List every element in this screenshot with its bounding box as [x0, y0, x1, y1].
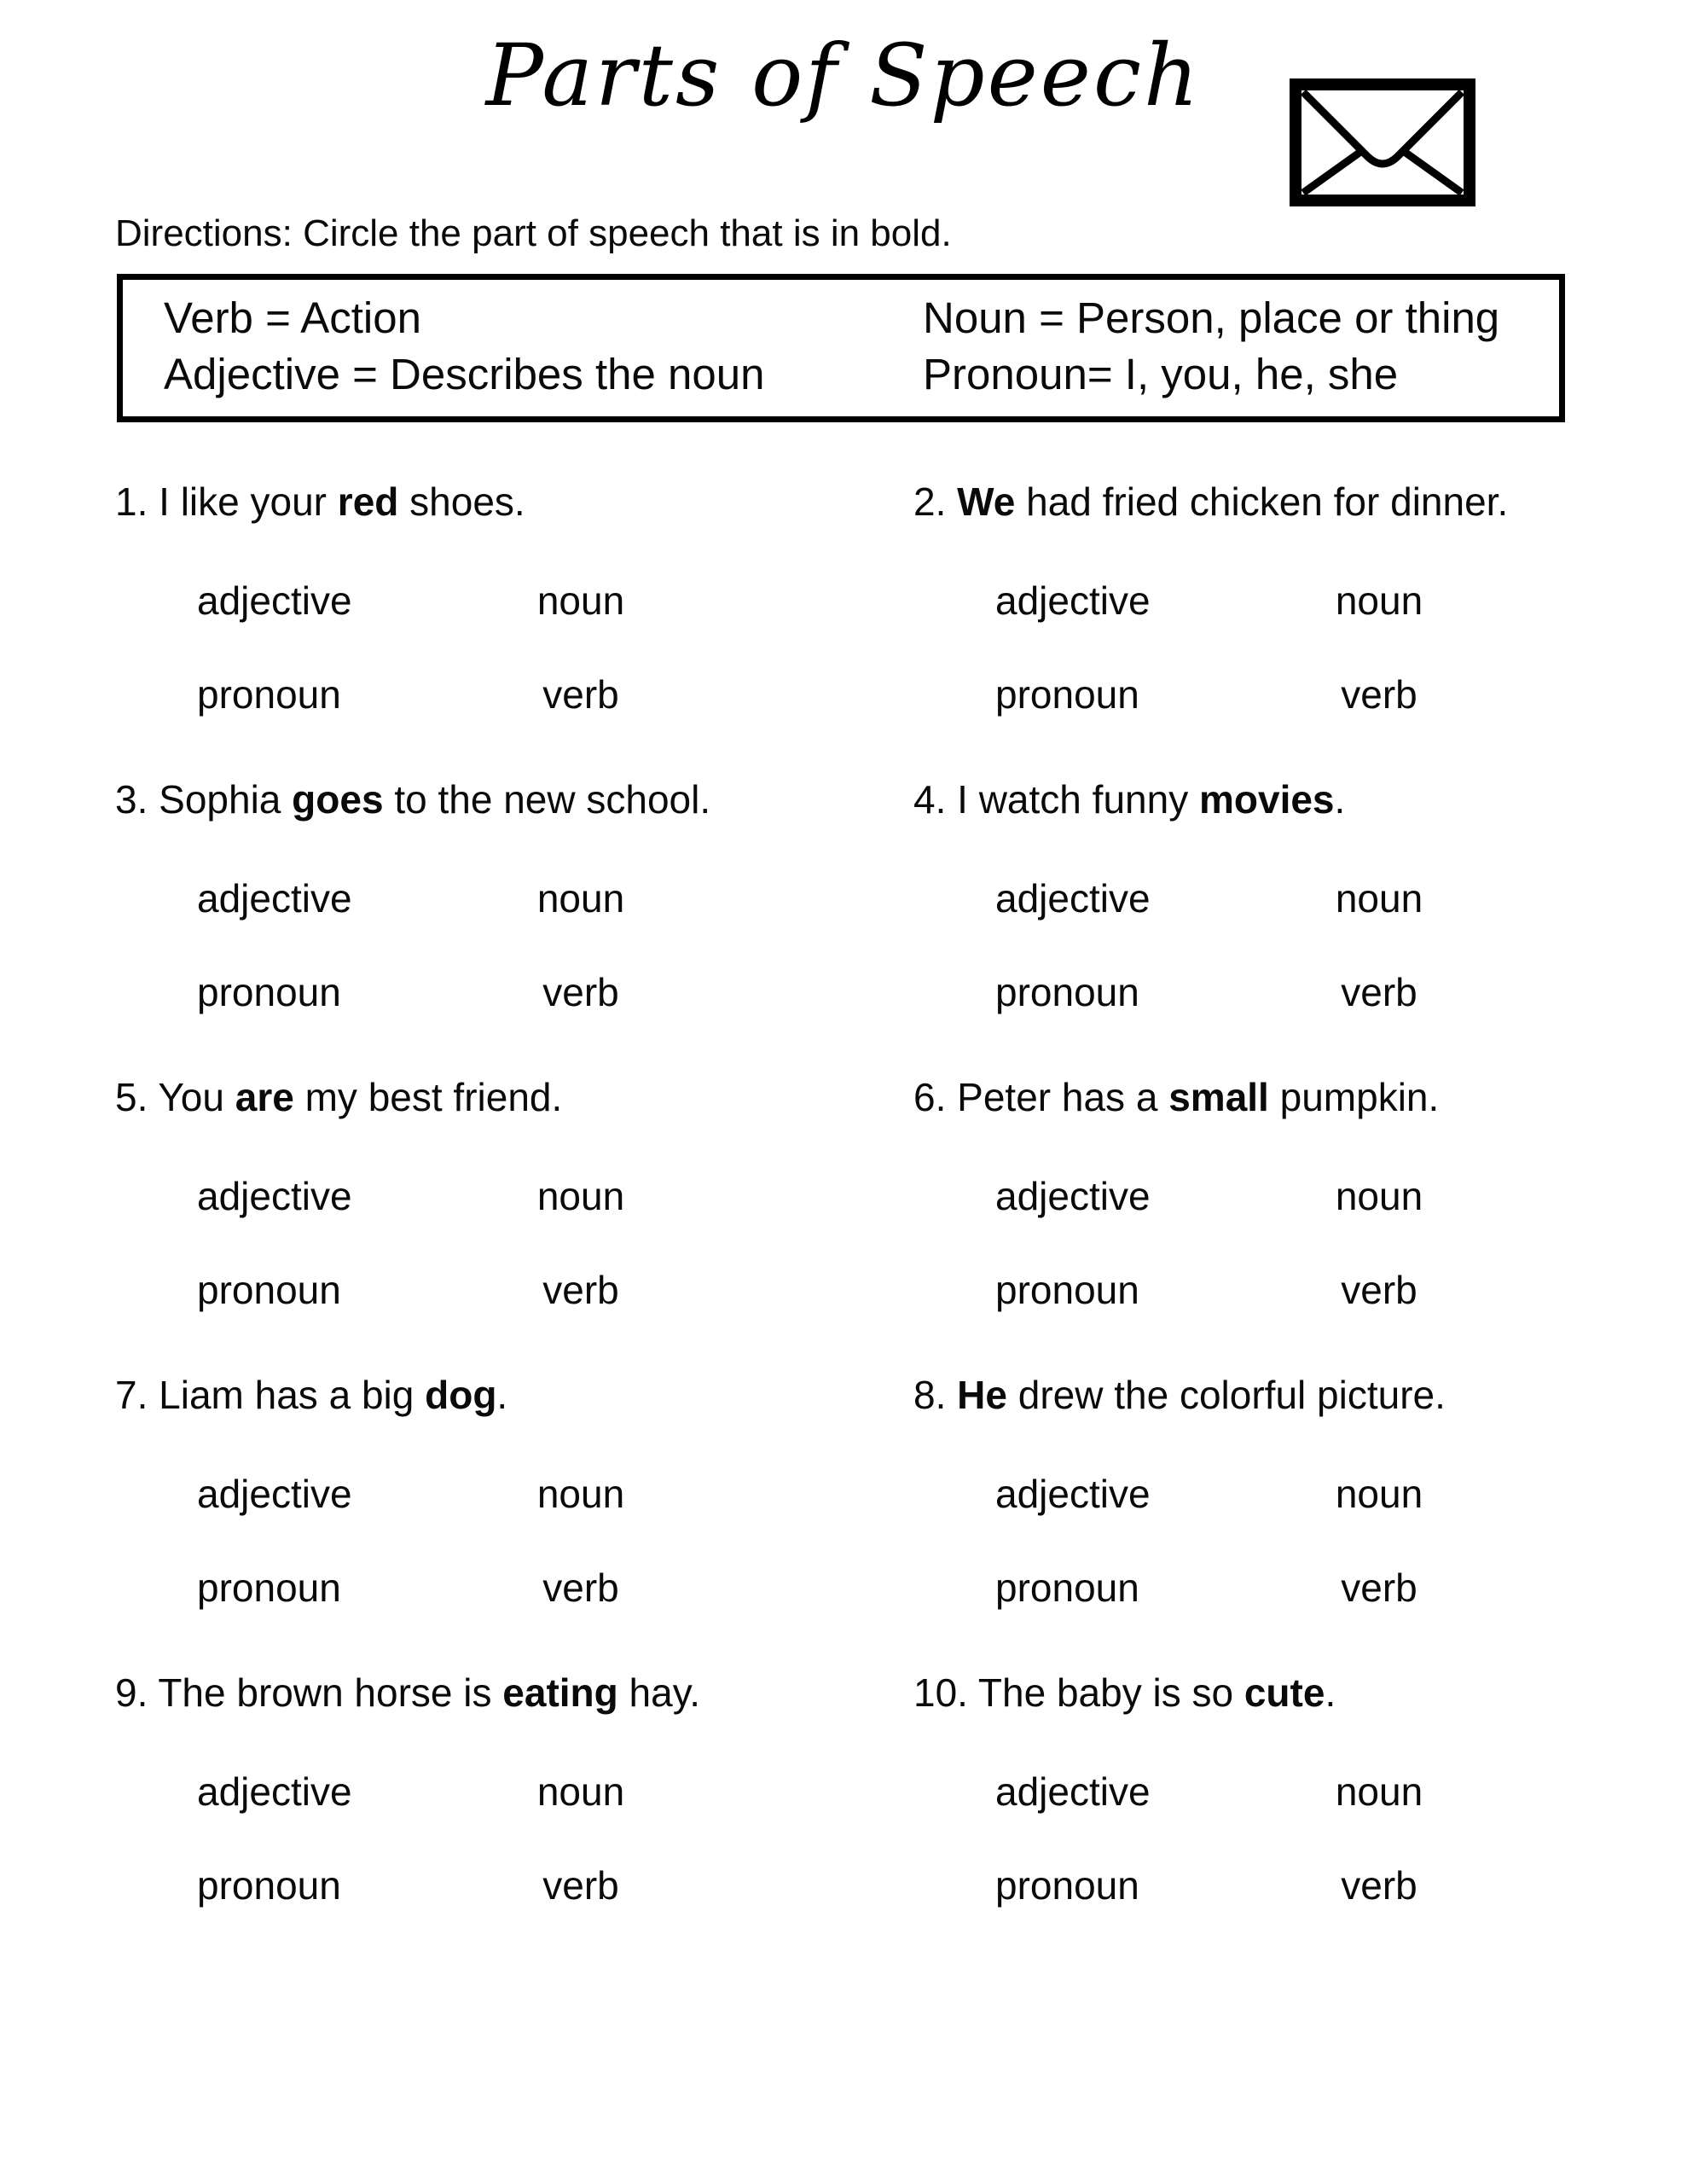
envelope-icon	[1290, 78, 1475, 206]
option-noun[interactable]: noun	[1335, 1472, 1423, 1516]
answer-options	[913, 876, 1657, 1014]
bold-word: small	[1168, 1075, 1269, 1119]
option-adjective[interactable]: adjective	[995, 1769, 1151, 1814]
bold-word: are	[235, 1075, 294, 1119]
key-line-pronoun: Pronoun= I, you, he, she	[923, 350, 1399, 398]
question-text-post: .	[1325, 1670, 1336, 1715]
question-number: 8.	[913, 1373, 947, 1417]
option-verb[interactable]: verb	[1341, 672, 1417, 717]
option-pronoun[interactable]: pronoun	[197, 1268, 341, 1312]
question-text-pre	[946, 479, 957, 524]
option-noun[interactable]: noun	[536, 1769, 625, 1814]
question-text-post: .	[496, 1373, 508, 1417]
question-text-pre: Sophia	[148, 777, 293, 822]
option-noun[interactable]: noun	[1335, 1769, 1423, 1814]
option-noun[interactable]: noun	[536, 1472, 625, 1516]
answer-options	[913, 578, 1657, 717]
question-text-pre: Liam has a big	[148, 1373, 426, 1417]
question-number: 7.	[115, 1373, 148, 1417]
option-adjective[interactable]: adjective	[995, 1174, 1151, 1218]
option-pronoun[interactable]: pronoun	[197, 1863, 341, 1908]
question-text-post: hay.	[617, 1670, 701, 1715]
option-verb[interactable]: verb	[542, 1565, 619, 1610]
bold-word: red	[337, 479, 399, 524]
question-number: 1.	[115, 479, 148, 524]
question-text-pre	[946, 1373, 957, 1417]
option-adjective[interactable]: adjective	[995, 1472, 1151, 1516]
question-text	[913, 777, 1657, 822]
option-pronoun[interactable]: pronoun	[995, 1863, 1139, 1908]
question-text-pre: You	[148, 1075, 235, 1119]
option-verb[interactable]: verb	[1341, 1268, 1417, 1312]
question-block	[913, 479, 1657, 777]
question-text	[913, 479, 1657, 524]
question-text-post: to the new school.	[383, 777, 711, 822]
option-noun[interactable]: noun	[536, 1174, 625, 1218]
option-adjective[interactable]: adjective	[995, 876, 1151, 921]
option-noun[interactable]: noun	[536, 876, 625, 921]
option-pronoun[interactable]: pronoun	[995, 672, 1139, 717]
option-adjective[interactable]: adjective	[995, 578, 1151, 623]
question-text	[913, 1075, 1657, 1119]
page-title: Parts of Speech	[485, 26, 1202, 125]
question-number: 3.	[115, 777, 148, 822]
question-text-post: drew the colorful picture.	[1006, 1373, 1446, 1417]
option-pronoun[interactable]: pronoun	[197, 1565, 341, 1610]
question-block	[115, 777, 913, 1075]
option-pronoun[interactable]: pronoun	[995, 970, 1139, 1014]
question-text-pre: I watch funny	[946, 777, 1199, 822]
question-text-post: shoes.	[398, 479, 525, 524]
answer-options	[913, 1174, 1657, 1312]
answer-options	[115, 876, 913, 1014]
question-text	[115, 1373, 913, 1417]
key-box	[117, 274, 1565, 422]
answer-options	[115, 578, 913, 717]
option-verb[interactable]: verb	[1341, 1565, 1417, 1610]
option-noun[interactable]: noun	[536, 578, 625, 623]
option-pronoun[interactable]: pronoun	[995, 1565, 1139, 1610]
bold-word: dog	[425, 1373, 497, 1417]
question-block	[115, 479, 913, 777]
question-number: 9.	[115, 1670, 148, 1715]
option-adjective[interactable]: adjective	[197, 1472, 352, 1516]
bold-word: He	[957, 1373, 1007, 1417]
question-block	[115, 1670, 913, 1968]
directions-text: Directions: Circle the part of speech that is in bold.	[115, 212, 952, 254]
question-block	[115, 1075, 913, 1373]
question-block	[115, 1373, 913, 1670]
question-text-post: my best friend.	[293, 1075, 563, 1119]
questions-grid	[115, 479, 1657, 1968]
option-verb[interactable]: verb	[1341, 1863, 1417, 1908]
question-number: 4.	[913, 777, 947, 822]
question-text-pre: Peter has a	[946, 1075, 1169, 1119]
bold-word: movies	[1198, 777, 1335, 822]
option-verb[interactable]: verb	[542, 970, 619, 1014]
question-text-post: pumpkin.	[1268, 1075, 1440, 1119]
option-adjective[interactable]: adjective	[197, 1174, 352, 1218]
bold-word: cute	[1244, 1670, 1325, 1715]
option-pronoun[interactable]: pronoun	[197, 672, 341, 717]
option-verb[interactable]: verb	[1341, 970, 1417, 1014]
bold-word: goes	[292, 777, 384, 822]
question-text	[115, 777, 913, 822]
option-adjective[interactable]: adjective	[197, 1769, 352, 1814]
answer-options	[115, 1174, 913, 1312]
bold-word: eating	[502, 1670, 618, 1715]
bold-word: We	[957, 479, 1016, 524]
option-verb[interactable]: verb	[542, 672, 619, 717]
question-number: 2.	[913, 479, 947, 524]
option-pronoun[interactable]: pronoun	[995, 1268, 1139, 1312]
option-noun[interactable]: noun	[1335, 578, 1423, 623]
question-text	[115, 479, 913, 524]
answer-options	[115, 1769, 913, 1908]
key-line-verb: Verb = Action	[164, 293, 421, 342]
answer-options	[115, 1472, 913, 1610]
option-adjective[interactable]: adjective	[197, 876, 352, 921]
question-text-pre: The baby is so	[967, 1670, 1244, 1715]
question-block	[913, 1670, 1657, 1968]
question-text-pre: The brown horse is	[148, 1670, 503, 1715]
option-noun[interactable]: noun	[1335, 1174, 1423, 1218]
question-number: 10.	[913, 1670, 968, 1715]
option-verb[interactable]: verb	[542, 1863, 619, 1908]
question-block	[913, 1373, 1657, 1670]
question-block	[913, 777, 1657, 1075]
key-line-adjective: Adjective = Describes the noun	[164, 350, 765, 398]
option-pronoun[interactable]: pronoun	[197, 970, 341, 1014]
question-text-post: .	[1334, 777, 1346, 822]
question-text	[913, 1373, 1657, 1417]
key-line-noun: Noun = Person, place or thing	[923, 293, 1500, 342]
option-verb[interactable]: verb	[542, 1268, 619, 1312]
option-adjective[interactable]: adjective	[197, 578, 352, 623]
question-text	[115, 1670, 913, 1715]
question-text	[115, 1075, 913, 1119]
option-noun[interactable]: noun	[1335, 876, 1423, 921]
question-text-pre: I like your	[148, 479, 338, 524]
question-text	[913, 1670, 1657, 1715]
question-text-post: had fried chicken for dinner.	[1015, 479, 1509, 524]
question-number: 5.	[115, 1075, 148, 1119]
answer-options	[913, 1769, 1657, 1908]
answer-options	[913, 1472, 1657, 1610]
question-block	[913, 1075, 1657, 1373]
question-number: 6.	[913, 1075, 947, 1119]
